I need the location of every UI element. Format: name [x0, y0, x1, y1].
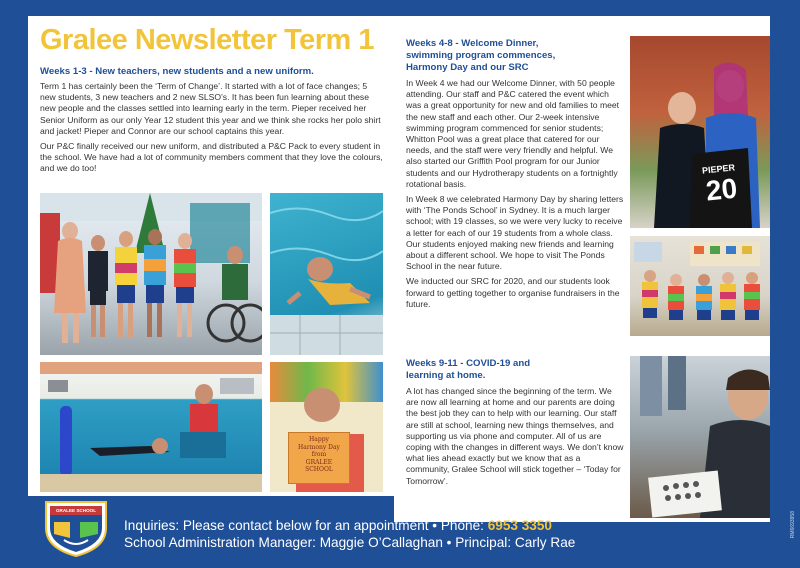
section-weeks-4-8-heading-line-2: swimming program commences,	[406, 50, 556, 61]
section-weeks-9-11-heading	[406, 358, 626, 382]
hydrotherapy-pool-photo	[40, 362, 262, 492]
section-weeks-4-8-heading-line-1: Weeks 4-8 - Welcome Dinner,	[406, 38, 539, 49]
footer-line-2: School Administration Manager: Maggie O’Callaghan • Principal: Carly Rae	[124, 535, 576, 550]
sign-line-2: Harmony Day	[298, 443, 340, 451]
student-head	[304, 388, 340, 422]
footer-inquiries-text: Inquiries: Please contact below for an appointment • Phone:	[124, 518, 488, 533]
section-weeks-4-8-heading-line-3: Harmony Day and our SRC	[406, 62, 529, 73]
harmony-day-sign	[288, 432, 350, 484]
footer-line-1	[124, 518, 552, 533]
section-weeks-4-8-paragraph-3: We inducted our SRC for 2020, and our students look forward to getting together to organise fundraisers in the future.	[406, 276, 620, 309]
newsletter-title: Gralee Newsletter Term 1	[40, 24, 375, 56]
section-weeks-9-11-paragraph-1: A lot has changed since the beginning of the term. We are now all learning at home and our parents are doing the best job they can to help with our learning. Our staff are still at school, learning new things themselves, and supporting us via phone and computer. All of us are coping with the changes in different ways. We don’t know what lies ahead exactly but we know that as a community, Gralee School will stick together – ‘Today for Tomorrow’.	[406, 386, 624, 486]
section-weeks-4-8-body	[406, 78, 624, 314]
section-weeks-1-3-body	[40, 81, 385, 179]
school-crest-logo	[40, 498, 112, 558]
sign-line-5: SCHOOL	[305, 466, 333, 474]
jersey-number: 20	[704, 172, 739, 207]
sign-line-3: from	[311, 451, 327, 459]
crest-label: GRALEE SCHOOL	[55, 508, 97, 513]
section-weeks-4-8-paragraph-2: In Week 8 we celebrated Harmony Day by sharing letters with ‘The Ponds School’ in Sydney. It is a much larger school; with 19 classes, so we were very lucky to receive a letter for each of our 19 students from a whole class. Our students enjoyed making new friends and learning about a different school. We hope to visit The Ponds School in the near future.	[406, 194, 624, 272]
footer-phone: 6953 3350	[487, 518, 552, 533]
sign-line-1: Happy	[309, 436, 329, 443]
section-weeks-4-8-paragraph-1: In Week 4 we had our Welcome Dinner, with 50 people attending. Our staff and P&C catered the event which was a great opportunity for new and old families to meet the new staff and each other. Our 2-week intensive swimming program commenced for senior students; Whitton Pool was a great place that catered for our needs, and the staff were very friendly and helpful. We also started our Griffith Pool program for our Junior students and our Hydrotherapy students on a fortnightly rotational basis.	[406, 78, 620, 189]
src-group-photo	[630, 236, 770, 336]
section-weeks-1-3-paragraph-1: Term 1 has certainly been the ‘Term of Change’. It started with a lot of face changes; 5 new students, 3 new teachers and 2 new SLSO’s. It has been fun learning about these new people and the classes settled into learning early in the term. Pieper received her Senior Uniform as our only Year 12 student this year and we think she rocks her polo shirt and jacket! Pieper and Connor are our school captains this year.	[40, 81, 381, 136]
harmony-day-photo	[270, 362, 383, 492]
section-weeks-9-11-heading-line-2: learning at home.	[406, 370, 486, 381]
pieper-jersey-photo	[630, 36, 770, 228]
learning-at-home-photo	[630, 356, 770, 518]
sign-line-4: GRALEE	[305, 458, 333, 466]
section-weeks-9-11-body	[406, 386, 624, 491]
swimming-pool-photo	[270, 193, 383, 355]
section-weeks-1-3-paragraph-2: Our P&C finally received our new uniform, and distributed a P&C Pack to every student in the school. We have had a lot of community members comment that they love the colours, and we do too!	[40, 141, 383, 174]
section-weeks-1-3-heading: Weeks 1-3 - New teachers, new students and a new uniform.	[40, 66, 314, 77]
students-uniform-photo	[40, 193, 262, 355]
jersey-name: PIEPER	[701, 162, 736, 176]
section-weeks-4-8-heading	[406, 38, 626, 74]
publication-code: RM6693958	[790, 510, 796, 538]
section-weeks-9-11-heading-line-1: Weeks 9-11 - COVID-19 and	[406, 358, 531, 369]
